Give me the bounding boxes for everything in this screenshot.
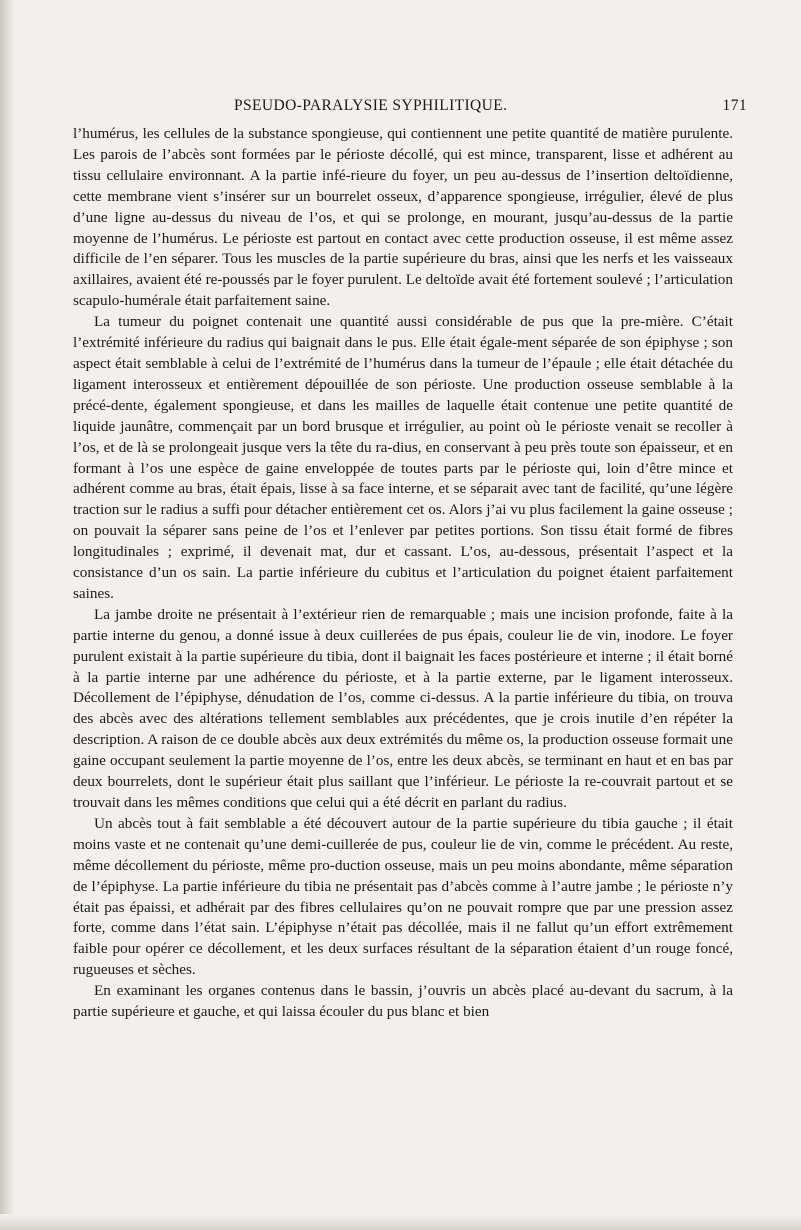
paragraph-2: La tumeur du poignet contenait une quantité aussi considérable de pus que la pre-mière. C’était l’extrémité inférieure du radius qui baignait dans le pus. Elle était égale-ment séparée de son épiphyse ; son aspect était semblable à celui de l’extrémité de l’humérus dans la tumeur de l’épaule ; elle était détachée du ligament interosseux et entièrement dépouillée de son périoste. Une production osseuse semblable à la précé-dente, également spongieuse, et dans les mailles de laquelle était contenue une petite quantité de liquide jaunâtre, commençait par un bord brusque et irrégulier, au point où le périoste venait se recoller à l’os, et de là se prolongeait jusque vers la tête du ra-dius, en conservant à peu près toute son épaisseur, et en formant à l’os une espèce de gaine enveloppée de toutes parts par le périoste qui, loin d’être mince et adhérent comme au bras, était épais, lisse à sa face interne, et se séparait avec tant de facilité, qu’une légère traction sur le radius a suffi pour détacher entièrement cet os. Alors j’ai vu plus facilement la gaine osseuse ; on pouvait la séparer sans peine de l’os et l’enlever par petites portions. Son tissu était formé de fibres longitudinales ; exprimé, il devenait mat, dur et cassant. L’os, au-dessous, présentait l’aspect et la consistance d’un os sain. La partie inférieure du cubitus et l’articulation du poignet étaient parfaitement saines. — [73, 313, 733, 602]
page-bottom-shadow — [0, 1214, 801, 1230]
paragraph-1: l’humérus, les cellules de la substance spongieuse, qui contiennent une petite quantité de matière purulente. Les parois de l’abcès sont formées par le périoste décollé, qui est mince, transparent, lisse et adhérent au tissu cellulaire environnant. A la partie infé-rieure du foyer, un peu au-dessus de l’insertion deltoïdienne, cette membrane vient s’insérer sur un bourrelet osseux, d’apparence spongieuse, irrégulier, élevé de plus d’une ligne au-dessus du niveau de l’os, et qui se prolonge, en mourant, jusqu’au-dessus de la partie moyenne de l’humérus. Le périoste est partout en contact avec cette production osseuse, il est même assez difficile de l’en séparer. Tous les muscles de la partie supérieure du bras, ainsi que les nerfs et les vaisseaux axillaires, avaient été re-poussés par le foyer purulent. Le deltoïde avait été fortement soulevé ; l’articulation scapulo-humérale était parfaitement saine. — [73, 125, 733, 310]
running-title: PSEUDO-PARALYSIE SYPHILITIQUE. — [234, 97, 508, 114]
paragraph-3: La jambe droite ne présentait à l’extérieur rien de remarquable ; mais une incision profonde, faite à la partie interne du genou, a donné issue à deux cuillerées de pus épais, couleur lie de vin, inodore. Le foyer purulent existait à la partie supérieure du tibia, dont il baignait les faces postérieure et interne ; il était borné à la partie interne par une adhérence du périoste, et à la partie externe, par le ligament interosseux. Décollement de l’épiphyse, dénudation de l’os, comme ci-dessus. A la partie inférieure du tibia, on trouva des abcès avec des altérations tellement semblables aux précédentes, que je crois inutile d’en répéter la description. A raison de ce double abcès aux deux extrémités du même os, la production osseuse formait une gaine occupant seulement la partie moyenne de l’os, entre les deux abcès, se terminant en haut et en bas par deux bourrelets, dont le supérieur était plus saillant que l’inférieur. Le périoste la re-couvrait partout et se trouvait dans les mêmes conditions que celui qui a été décrit en parlant du radius. — [73, 605, 733, 811]
body-text — [73, 124, 733, 1023]
page-binding-shadow — [0, 0, 16, 1230]
paragraph-4: Un abcès tout à fait semblable a été découvert autour de la partie supérieure du tibia gauche ; il était moins vaste et ne contenait qu’une demi-cuillerée de pus, couleur lie de vin, comme le précédent. Au reste, même décollement du périoste, même pro-duction osseuse, mais un peu moins abondante, même séparation de l’épiphyse. La partie inférieure du tibia ne présentait pas d’abcès comme à l’autre jambe ; le périoste n’y était pas épaissi, et adhérait par des fibres cellulaires qu’on ne pouvait rompre que par une pression assez forte, comme dans l’état sain. L’épiphyse n’était pas décollée, mais il ne fallut qu’un effort extrêmement faible pour opérer ce décollement, et les deux surfaces résultant de la séparation étaient d’un rouge foncé, rugueuses et sèches. — [73, 814, 733, 979]
running-header — [230, 97, 747, 119]
page-number: 171 — [722, 97, 747, 114]
paragraph-5: En examinant les organes contenus dans le bassin, j’ouvris un abcès placé au-devant du sacrum, à la partie supérieure et gauche, et qui laissa écouler du pus blanc et bien — [73, 982, 733, 1021]
